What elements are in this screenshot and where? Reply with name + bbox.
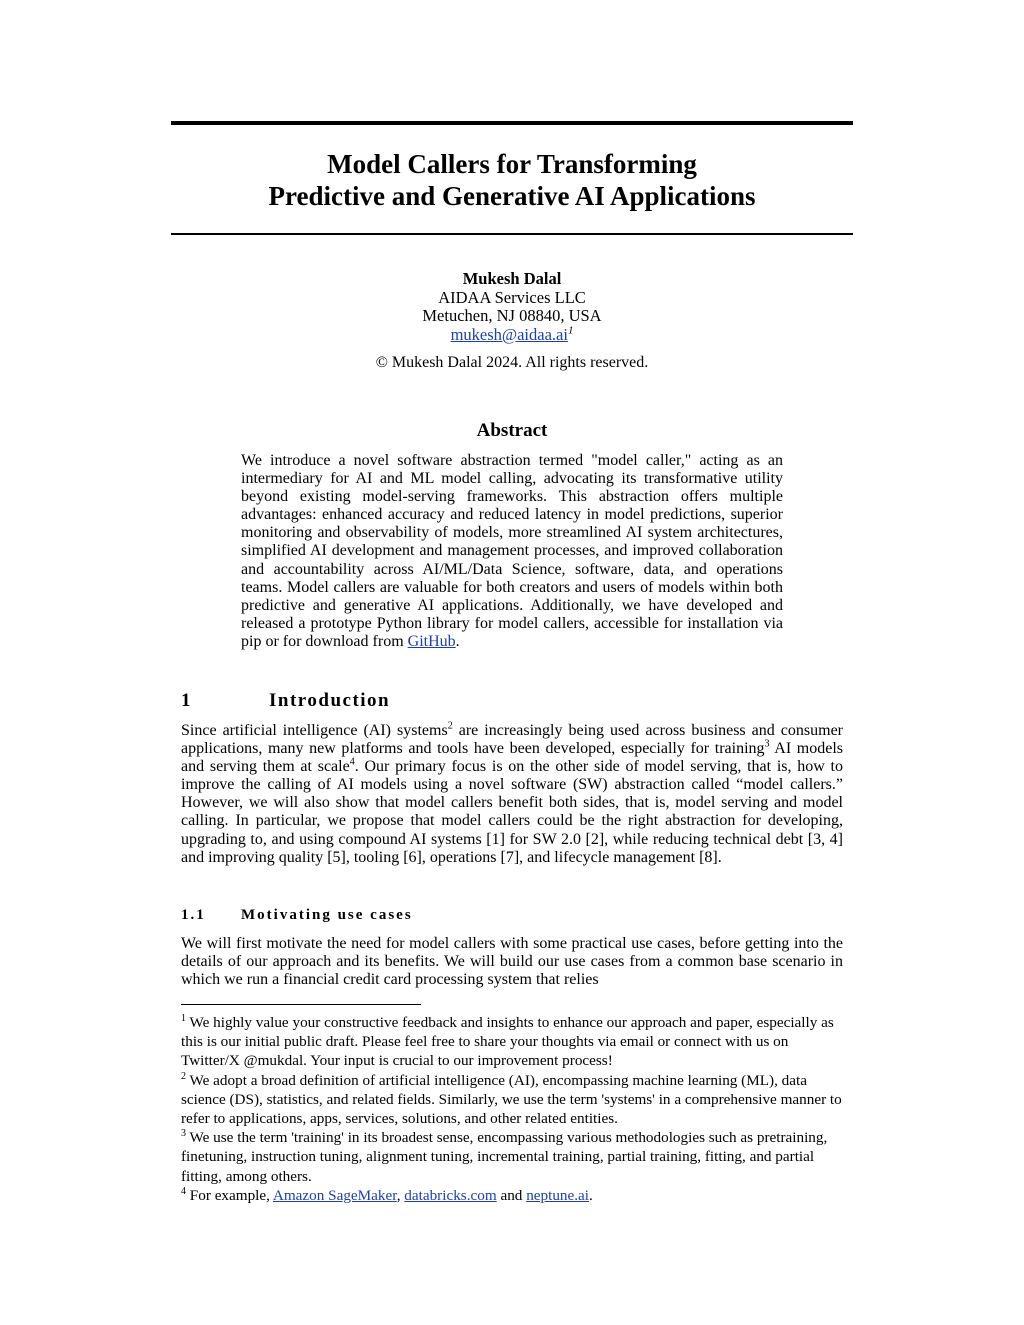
footnote-mark: 4 [181,1185,186,1197]
footnote-text: We adopt a broad definition of artificial intelligence (AI), encompassing machine learning (ML), data science (DS), statistics, and related fields. Similarly, we use the term 'systems' in a comprehensive manner to refer to applications, apps, services, solutions, and other related entities. [181,1071,842,1128]
section-number: 1 [181,690,192,711]
footnote-mark: 1 [181,1012,186,1024]
author-name: Mukesh Dalal [462,269,562,288]
subsection-title: Motivating use cases [241,907,413,923]
section-title: Introduction [269,690,391,711]
abstract-heading: Abstract [476,420,548,441]
intro-text-b: are increasingly being used across business and consumer applications, many new platforms and tools have been developed, especially for training [181,722,844,758]
author-block [171,270,853,344]
footnote-mark: 3 [181,1128,186,1140]
subsection-1-1-heading [181,906,413,924]
footnote-text: We use the term 'training' in its broadest sense, encompassing various methodologies such as pretraining, finetuning, instruction tuning, alignment tuning, incremental training, partial training, fitting, and partial fitting, among others. [181,1129,828,1185]
footnotes [181,1013,843,1205]
title-top-rule [171,121,853,125]
author-affiliation: AIDAA Services LLC [438,287,586,307]
motivating-paragraph: We will first motivate the need for model callers with some practical use cases, before getting into the details of our approach and its benefits. We will build our use cases from a common base scenario in which we run a financial credit card processing system that relies [181,935,843,989]
footnote-text: For example, [186,1186,273,1204]
footnote-mark: 2 [181,1070,186,1082]
footnote-1 [181,1013,843,1071]
footnote-3 [181,1128,843,1186]
footnote-separator-text: and [496,1186,527,1204]
footnote-ref-4[interactable]: 4 [349,756,355,768]
title-bottom-rule [171,233,853,235]
neptune-link[interactable]: neptune.ai [526,1186,590,1204]
abstract-body [241,452,783,651]
footnote-end: . [589,1186,593,1204]
copyright-notice: © Mukesh Dalal 2024. All rights reserved. [375,354,649,371]
footnote-4 [181,1186,843,1205]
title-line-2: Predictive and Generative AI Applications [268,181,756,211]
author-email-link[interactable]: mukesh@aidaa.ai [450,324,568,344]
databricks-link[interactable]: databricks.com [404,1186,497,1204]
footnote-2 [181,1071,843,1129]
footnote-separator [181,1004,421,1005]
github-link[interactable]: GitHub [407,632,456,650]
subsection-number: 1.1 [181,907,206,923]
footnote-ref-3[interactable]: 3 [764,738,770,750]
introduction-paragraph [181,722,843,867]
paper-title [171,148,853,212]
amazon-sagemaker-link[interactable]: Amazon SageMaker [272,1186,397,1204]
abstract-text: We introduce a novel software abstraction termed "model caller," acting as an intermediary for AI and ML model calling, advocating its transformative utility beyond existing model-serving frameworks. This abstraction offers multiple advantages: enhanced accuracy and reduced latency in model predictions, superior monitoring and observability of models, more streamlined AI system architectures, simplified AI development and management processes, and improved collaboration and accountability across AI/ML/Data Science, software, data, and operations teams. Model callers are valuable for both creators and users of models within both predictive and generative AI applications. Additionally, we have developed and released a prototype Python library for model callers, accessible for installation via pip or for download from [241,452,783,650]
email-footnote-mark: 1 [567,324,574,336]
footnote-separator-text: , [396,1186,405,1204]
footnote-text: We highly value your constructive feedback and insights to enhance our approach and paper, especially as this is our initial public draft. Please feel free to share your thoughts via email or connect with us on Twitter/X @mukdal. Your input is crucial to our improvement process! [181,1014,834,1070]
intro-text-c: AI models and serving them at scale [181,740,844,776]
title-line-1: Model Callers for Transforming [327,149,697,179]
author-location: Metuchen, NJ 08840, USA [422,306,602,325]
intro-text-d: . Our primary focus is on the other side of model serving, that is, how to improve the calling of AI models using a novel software (SW) abstraction called “model callers.” However, we will also show that model callers benefit both sides, that is, model serving and model calling. In particular, we propose that model callers could be the right abstraction for developing, upgrading to, and using compound AI systems [1] for SW 2.0 [2], while reducing technical debt [3, 4] and improving quality [5], tooling [6], operations [7], and lifecycle management [8]. [181,758,844,866]
footnote-ref-2[interactable]: 2 [447,720,453,732]
abstract-end: . [455,632,460,650]
intro-text-a: Since artificial intelligence (AI) systems [181,722,448,739]
section-1-heading [181,690,390,712]
